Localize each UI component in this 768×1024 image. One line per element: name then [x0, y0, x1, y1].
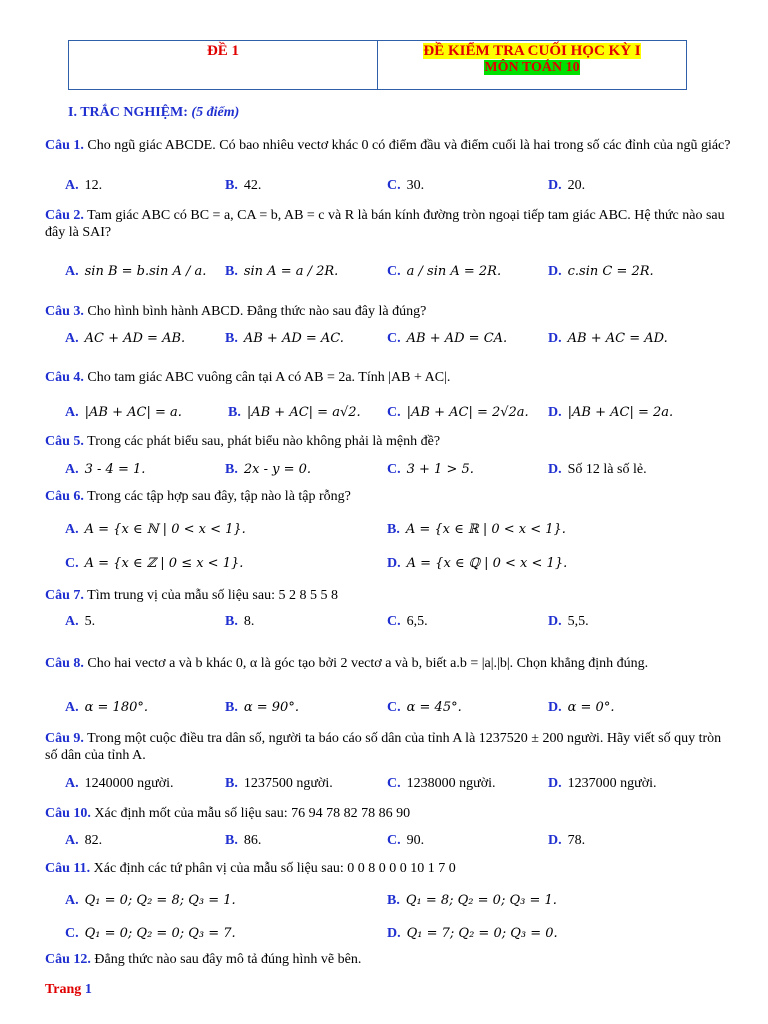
- question-5: Câu 5. Trong các phát biểu sau, phát biểu nào không phải là mệnh đề?: [45, 434, 441, 449]
- question-5-options: A. 3 - 4 = 1. B. 2x - y = 0. C. 3 + 1 > 5. D. Số 12 là số lẻ.: [65, 462, 647, 477]
- question-11-options-ab: A. Q₁ = 0; Q₂ = 8; Q₃ = 1. B. Q₁ = 8; Q₂ = 0; Q₃ = 1.: [65, 893, 557, 908]
- question-7: Câu 7. Tìm trung vị của mẫu số liệu sau: 5 2 8 5 5 8: [45, 588, 338, 603]
- question-11: Câu 11. Xác định các tứ phân vị của mẫu số liệu sau: 0 0 8 0 0 0 10 1 7 0: [45, 861, 456, 876]
- exam-title-cell: [378, 41, 686, 89]
- question-11-options-cd: C. Q₁ = 0; Q₂ = 0; Q₃ = 7. D. Q₁ = 7; Q₂ = 0; Q₃ = 0.: [65, 926, 558, 941]
- exam-code: ĐỀ 1: [206, 43, 240, 59]
- exam-subject: MÔN TOÁN 10: [484, 60, 580, 75]
- question-9: Câu 9. Trong một cuộc điều tra dân số, người ta báo cáo số dân của tỉnh A là 1237520 ± 200 người. Hãy viết số quy tròn số dân của tỉnh A.: [45, 731, 722, 763]
- question-7-options: A. 5. B. 8. C. 6,5. D. 5,5.: [65, 614, 589, 629]
- question-10-options: A. 82. B. 86. C. 90. D. 78.: [65, 833, 586, 848]
- page-footer: Trang 1: [45, 982, 92, 997]
- exam-code-cell: [69, 41, 378, 89]
- question-3-options: A. AC + AD = AB. B. AB + AD = AC. C. AB + AD = CA. D. AB + AC = AD.: [65, 331, 668, 346]
- question-6-options-cd: C. A = {x ∈ ℤ | 0 ≤ x < 1}. D. A = {x ∈ ℚ | 0 < x < 1}.: [65, 556, 568, 571]
- exam-title: ĐỀ KIỂM TRA CUỐI HỌC KỲ I: [423, 43, 641, 59]
- question-4-options: A. |AB + AC| = a. B. |AB + AC| = a√2. C. |AB + AC| = 2√2a. D. |AB + AC| = 2a.: [65, 405, 674, 420]
- question-2: Câu 2. Tam giác ABC có BC = a, CA = b, AB = c và R là bán kính đường tròn ngoại tiếp tam giác ABC. Hệ thức nào sau đây là SAI?: [45, 208, 725, 240]
- question-6: Câu 6. Trong các tập hợp sau đây, tập nào là tập rỗng?: [45, 489, 351, 504]
- question-9-options: A. 1240000 người. B. 1237500 người. C. 1238000 người. D. 1237000 người.: [65, 776, 657, 791]
- question-1: Câu 1. Cho ngũ giác ABCDE. Có bao nhiêu vectơ khác 0 có điểm đầu và điểm cuối là hai trong số các đỉnh của ngũ giác?: [45, 138, 731, 153]
- question-3: Câu 3. Cho hình bình hành ABCD. Đẳng thức nào sau đây là đúng?: [45, 304, 427, 319]
- question-2-options: A. sin B = b.sin A / a. B. sin A = a / 2R. C. a / sin A = 2R. D. c.sin C = 2R.: [65, 264, 654, 279]
- question-12: Câu 12. Đẳng thức nào sau đây mô tả đúng hình vẽ bên.: [45, 952, 362, 967]
- exam-header: [68, 40, 687, 90]
- question-6-options-ab: A. A = {x ∈ ℕ | 0 < x < 1}. B. A = {x ∈ ℝ | 0 < x < 1}.: [65, 522, 566, 537]
- question-10: Câu 10. Xác định mốt của mẫu số liệu sau: 76 94 78 82 78 86 90: [45, 806, 411, 821]
- question-4: Câu 4. Cho tam giác ABC vuông cân tại A có AB = 2a. Tính |AB + AC|.: [45, 370, 451, 385]
- section-heading: I. TRẮC NGHIỆM: (5 điểm): [68, 105, 240, 120]
- question-1-options: A. 12. B. 42. C. 30. D. 20.: [65, 178, 586, 193]
- question-8-options: A. α = 180°. B. α = 90°. C. α = 45°. D. α = 0°.: [65, 700, 615, 715]
- question-8: Câu 8. Cho hai vectơ a và b khác 0, α là góc tạo bởi 2 vectơ a và b, biết a.b = |a|.|b|. Chọn khẳng định đúng.: [45, 656, 649, 671]
